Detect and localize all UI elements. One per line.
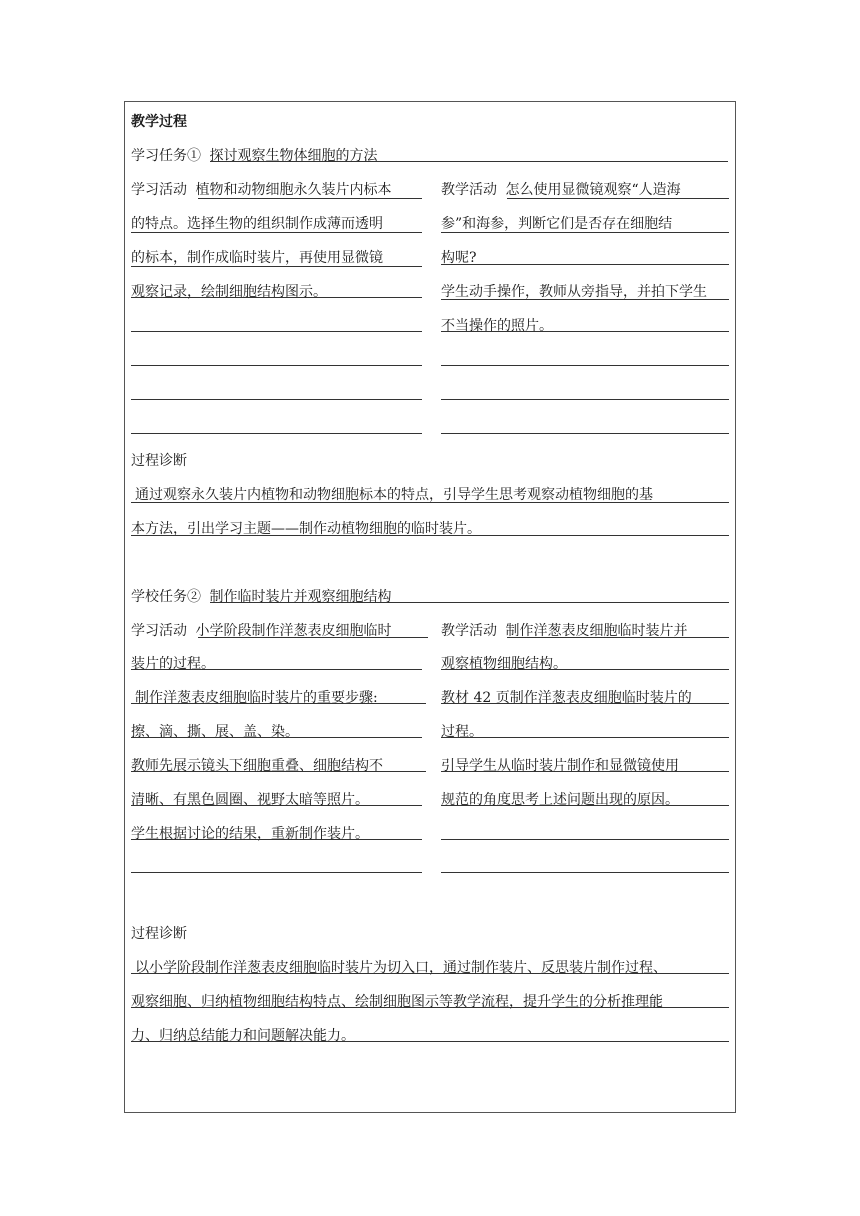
task2-left-line-0 bbox=[131, 621, 391, 641]
rule bbox=[131, 805, 422, 806]
rule bbox=[131, 535, 729, 536]
task2-left-label: 学习活动 bbox=[131, 623, 187, 639]
section-title: 教学过程 bbox=[131, 114, 187, 130]
diag2-line-1: 观察细胞、归纳植物细胞结构特点、绘制细胞图示等教学流程，提升学生的分析推理能 bbox=[131, 994, 663, 1010]
blank-rule bbox=[131, 872, 422, 873]
rule bbox=[441, 669, 729, 670]
rule bbox=[131, 771, 426, 772]
rule bbox=[131, 703, 426, 704]
task2-right-text: 制作洋葱表皮细胞临时装片并 bbox=[505, 623, 688, 639]
task2-left-line-1: 装片的过程。 bbox=[131, 656, 215, 672]
task1-right-line-4: 不当操作的照片。 bbox=[441, 318, 553, 334]
diag2-line-2: 力、归纳总结能力和问题解决能力。 bbox=[131, 1028, 355, 1044]
blank-rule bbox=[441, 365, 729, 366]
task1-left-line-1: 的特点。选择生物的组织制作成薄而透明 bbox=[131, 216, 383, 232]
blank-rule bbox=[441, 433, 729, 434]
rule bbox=[131, 297, 422, 298]
task2-left-text: 小学阶段制作洋葱表皮细胞临时 bbox=[195, 623, 392, 639]
task2-right-line-5: 规范的角度思考上述问题出现的原因。 bbox=[441, 792, 679, 808]
task1-left-line-2: 的标本，制作成临时装片，再使用显微镜 bbox=[131, 250, 383, 266]
rule bbox=[441, 232, 729, 233]
rule bbox=[441, 299, 729, 300]
diag2-label: 过程诊断 bbox=[131, 926, 187, 942]
diag1-line-1: 本方法，引出学习主题——制作动植物细胞的临时装片。 bbox=[131, 521, 481, 537]
task2-row bbox=[131, 587, 391, 607]
rule bbox=[198, 198, 422, 199]
rule bbox=[441, 805, 729, 806]
rule bbox=[441, 264, 729, 265]
task1-left-line-0 bbox=[131, 180, 391, 200]
rule bbox=[198, 637, 428, 638]
task2-label: 学校任务② bbox=[131, 589, 201, 605]
blank-rule bbox=[441, 839, 729, 840]
task1-left-label: 学习活动 bbox=[131, 182, 187, 198]
diag1-line-0: 通过观察永久装片内植物和动物细胞标本的特点，引导学生思考观察动植物细胞的基 bbox=[135, 487, 653, 503]
diag2-line-0: 以小学阶段制作洋葱表皮细胞临时装片为切入口，通过制作装片、反思装片制作过程、 bbox=[135, 960, 667, 976]
task2-right-line-2: 教材 42 页制作洋葱表皮细胞临时装片的 bbox=[441, 690, 692, 706]
task1-right-text: 怎么使用显微镜观察“人造海 bbox=[505, 182, 681, 198]
task2-right-line-1: 观察植物细胞结构。 bbox=[441, 656, 567, 672]
task1-row bbox=[131, 146, 377, 166]
rule bbox=[441, 331, 729, 332]
task2-left-line-5: 清晰、有黑色圆圈、视野太暗等照片。 bbox=[131, 792, 369, 808]
task1-label: 学习任务① bbox=[131, 148, 201, 164]
diag1-label: 过程诊断 bbox=[131, 453, 187, 469]
rule bbox=[507, 198, 729, 199]
task2-left-line-4: 教师先展示镜头下细胞重叠、细胞结构不 bbox=[131, 758, 383, 774]
task1-right-line-3: 学生动手操作，教师从旁指导，并拍下学生 bbox=[441, 284, 707, 300]
task2-text: 制作临时装片并观察细胞结构 bbox=[209, 589, 392, 605]
task1-right-line-1: 参”和海参，判断它们是否存在细胞结 bbox=[441, 216, 673, 232]
rule bbox=[507, 637, 729, 638]
task1-right-label: 教学活动 bbox=[441, 182, 497, 198]
task1-right-line-0 bbox=[441, 180, 681, 200]
blank-rule bbox=[131, 331, 422, 332]
blank-rule bbox=[131, 399, 422, 400]
rule bbox=[131, 1041, 729, 1042]
task2-right-line-0 bbox=[441, 621, 687, 641]
task1-underline bbox=[210, 161, 728, 162]
rule bbox=[131, 839, 422, 840]
rule bbox=[131, 232, 422, 233]
task2-right-label: 教学活动 bbox=[441, 623, 497, 639]
task2-right-line-4: 引导学生从临时装片制作和显微镜使用 bbox=[441, 758, 679, 774]
task1-text: 探讨观察生物体细胞的方法 bbox=[209, 148, 378, 164]
task2-left-line-2: 制作洋葱表皮细胞临时装片的重要步骤: bbox=[135, 690, 378, 706]
rule bbox=[131, 266, 422, 267]
blank-rule bbox=[441, 399, 729, 400]
rule bbox=[131, 502, 729, 503]
rule bbox=[441, 703, 729, 704]
task1-left-line-3: 观察记录，绘制细胞结构图示。 bbox=[131, 284, 327, 300]
task2-left-line-6: 学生根据讨论的结果，重新制作装片。 bbox=[131, 826, 369, 842]
task1-left-text: 植物和动物细胞永久装片内标本 bbox=[195, 182, 392, 198]
blank-rule bbox=[131, 433, 422, 434]
blank-rule bbox=[131, 365, 422, 366]
rule bbox=[131, 973, 729, 974]
task2-right-line-3: 过程。 bbox=[441, 724, 483, 740]
rule bbox=[441, 737, 729, 738]
rule bbox=[131, 1007, 729, 1008]
rule bbox=[131, 669, 422, 670]
task2-left-line-3: 擦、滴、撕、展、盖、染。 bbox=[131, 724, 299, 740]
task2-underline bbox=[210, 602, 729, 603]
rule bbox=[131, 737, 422, 738]
blank-rule bbox=[441, 872, 729, 873]
rule bbox=[441, 771, 729, 772]
task1-right-line-2: 构呢? bbox=[441, 250, 477, 266]
